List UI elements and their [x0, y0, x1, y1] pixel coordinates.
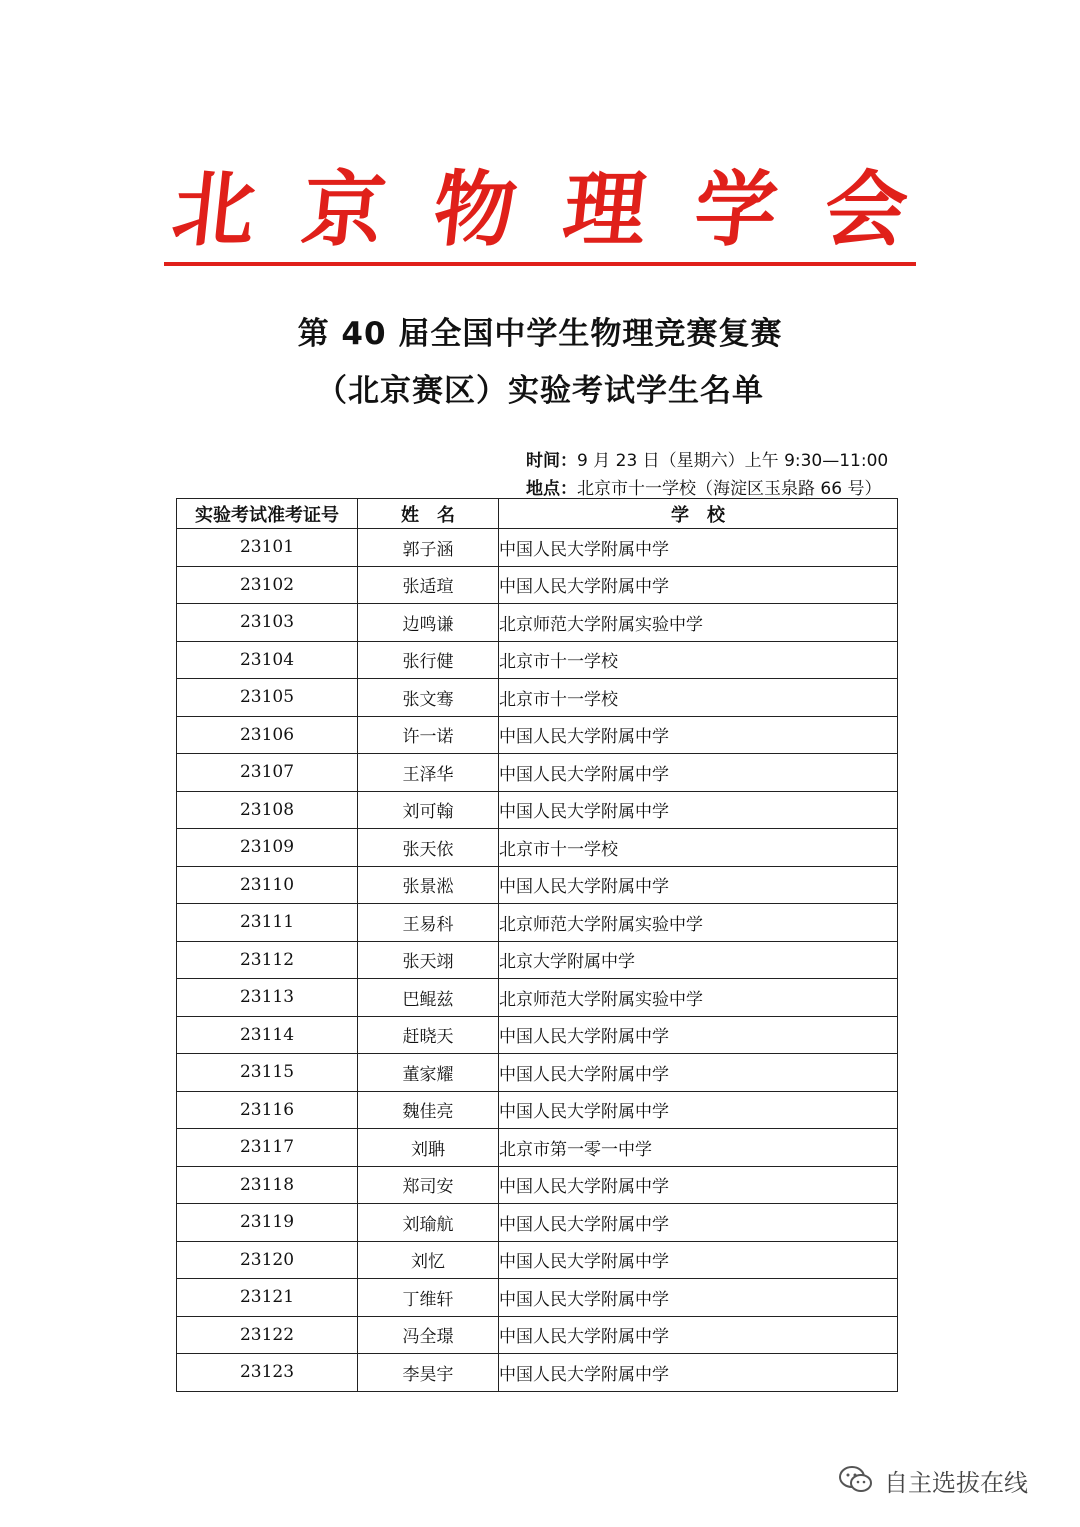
- cell-exam-id: 23105: [177, 679, 358, 717]
- cell-school: 中国人民大学附属中学: [499, 529, 898, 567]
- exam-place: [526, 474, 881, 499]
- cell-exam-id: 23117: [177, 1129, 358, 1167]
- cell-school: 北京师范大学附属实验中学: [499, 604, 898, 642]
- cell-school: 中国人民大学附属中学: [499, 1316, 898, 1354]
- cell-name: 赶晓天: [358, 1016, 499, 1054]
- cell-school: 中国人民大学附属中学: [499, 566, 898, 604]
- masthead-char: 北: [167, 162, 261, 258]
- cell-school: 中国人民大学附属中学: [499, 1091, 898, 1129]
- table-row: [177, 1054, 898, 1092]
- cell-name: 刘瑜航: [358, 1204, 499, 1242]
- masthead-divider: [164, 262, 916, 266]
- cell-school: 中国人民大学附属中学: [499, 1016, 898, 1054]
- cell-name: 张天依: [358, 829, 499, 867]
- table-row: [177, 1279, 898, 1317]
- cell-exam-id: 23121: [177, 1279, 358, 1317]
- cell-name: 张适瑄: [358, 566, 499, 604]
- cell-name: 李昊宇: [358, 1354, 499, 1392]
- cell-exam-id: 23106: [177, 716, 358, 754]
- cell-name: 丁维轩: [358, 1279, 499, 1317]
- table-row: [177, 604, 898, 642]
- wechat-icon: [838, 1465, 874, 1495]
- cell-name: 巴鲲兹: [358, 979, 499, 1017]
- document-title: 第 40 届全国中学生物理竞赛复赛: [297, 316, 783, 352]
- table-row: [177, 1204, 898, 1242]
- watermark-text: 自主选拔在线: [884, 1468, 1028, 1497]
- cell-exam-id: 23102: [177, 566, 358, 604]
- cell-name: 边鸣谦: [358, 604, 499, 642]
- table-row: [177, 716, 898, 754]
- cell-exam-id: 23120: [177, 1241, 358, 1279]
- header-name: 姓 名: [358, 499, 499, 529]
- cell-school: 中国人民大学附属中学: [499, 1279, 898, 1317]
- cell-name: 张行健: [358, 641, 499, 679]
- table-row: [177, 1091, 898, 1129]
- cell-exam-id: 23107: [177, 754, 358, 792]
- cell-school: 中国人民大学附属中学: [499, 1354, 898, 1392]
- place-value: 北京市十一学校（海淀区玉泉路 66 号）: [577, 479, 882, 499]
- cell-exam-id: 23110: [177, 866, 358, 904]
- masthead-char: 京: [298, 162, 391, 258]
- masthead-char: 会: [819, 162, 913, 258]
- cell-exam-id: 23101: [177, 529, 358, 567]
- cell-exam-id: 23112: [177, 941, 358, 979]
- masthead-logo: [165, 160, 915, 260]
- cell-exam-id: 23113: [177, 979, 358, 1017]
- cell-school: 中国人民大学附属中学: [499, 716, 898, 754]
- table-row: [177, 941, 898, 979]
- cell-school: 北京师范大学附属实验中学: [499, 904, 898, 942]
- cell-exam-id: 23115: [177, 1054, 358, 1092]
- table-row: [177, 791, 898, 829]
- cell-school: 北京市十一学校: [499, 641, 898, 679]
- document-subtitle: （北京赛区）实验考试学生名单: [316, 373, 764, 409]
- table-row: [177, 1129, 898, 1167]
- table-row: [177, 679, 898, 717]
- cell-name: 王易科: [358, 904, 499, 942]
- cell-exam-id: 23114: [177, 1016, 358, 1054]
- table-row: [177, 529, 898, 567]
- table-row: [177, 1166, 898, 1204]
- cell-name: 刘可翰: [358, 791, 499, 829]
- table-row: [177, 904, 898, 942]
- cell-exam-id: 23122: [177, 1316, 358, 1354]
- table-row: [177, 866, 898, 904]
- cell-name: 郑司安: [358, 1166, 499, 1204]
- table-row: [177, 1316, 898, 1354]
- table-row: [177, 566, 898, 604]
- header-school: 学 校: [499, 499, 898, 529]
- cell-name: 魏佳亮: [358, 1091, 499, 1129]
- cell-exam-id: 23119: [177, 1204, 358, 1242]
- time-value: 9 月 23 日（星期六）上午 9:30—11:00: [577, 451, 889, 471]
- place-label: 地点：: [526, 479, 577, 499]
- cell-exam-id: 23116: [177, 1091, 358, 1129]
- table-header-row: [177, 499, 898, 529]
- cell-name: 董家耀: [358, 1054, 499, 1092]
- cell-name: 刘忆: [358, 1241, 499, 1279]
- table-row: [177, 829, 898, 867]
- cell-exam-id: 23123: [177, 1354, 358, 1392]
- cell-exam-id: 23108: [177, 791, 358, 829]
- cell-school: 北京市第一零一中学: [499, 1129, 898, 1167]
- table-row: [177, 1016, 898, 1054]
- cell-exam-id: 23104: [177, 641, 358, 679]
- cell-school: 中国人民大学附属中学: [499, 1054, 898, 1092]
- cell-name: 王泽华: [358, 754, 499, 792]
- cell-exam-id: 23103: [177, 604, 358, 642]
- cell-school: 中国人民大学附属中学: [499, 866, 898, 904]
- student-roster-table: [176, 498, 898, 1392]
- cell-exam-id: 23109: [177, 829, 358, 867]
- time-label: 时间：: [526, 451, 577, 471]
- table-row: [177, 754, 898, 792]
- watermark: [838, 1460, 1028, 1500]
- cell-school: 中国人民大学附属中学: [499, 754, 898, 792]
- masthead-char: 学: [689, 162, 782, 258]
- header-exam-id: 实验考试准考证号: [177, 499, 358, 529]
- masthead-char: 物: [428, 162, 521, 258]
- table-row: [177, 1354, 898, 1392]
- cell-exam-id: 23111: [177, 904, 358, 942]
- cell-school: 北京市十一学校: [499, 679, 898, 717]
- cell-exam-id: 23118: [177, 1166, 358, 1204]
- cell-school: 北京大学附属中学: [499, 941, 898, 979]
- cell-name: 张景淞: [358, 866, 499, 904]
- cell-name: 张文骞: [358, 679, 499, 717]
- cell-name: 郭子涵: [358, 529, 499, 567]
- cell-name: 许一诺: [358, 716, 499, 754]
- cell-school: 北京市十一学校: [499, 829, 898, 867]
- cell-school: 中国人民大学附属中学: [499, 791, 898, 829]
- cell-school: 北京师范大学附属实验中学: [499, 979, 898, 1017]
- table-row: [177, 1241, 898, 1279]
- cell-school: 中国人民大学附属中学: [499, 1166, 898, 1204]
- cell-school: 中国人民大学附属中学: [499, 1204, 898, 1242]
- table-row: [177, 979, 898, 1017]
- table-row: [177, 641, 898, 679]
- masthead-char: 理: [559, 162, 652, 258]
- exam-time: [526, 446, 888, 471]
- cell-name: 刘聃: [358, 1129, 499, 1167]
- cell-name: 冯全璟: [358, 1316, 499, 1354]
- cell-school: 中国人民大学附属中学: [499, 1241, 898, 1279]
- cell-name: 张天翊: [358, 941, 499, 979]
